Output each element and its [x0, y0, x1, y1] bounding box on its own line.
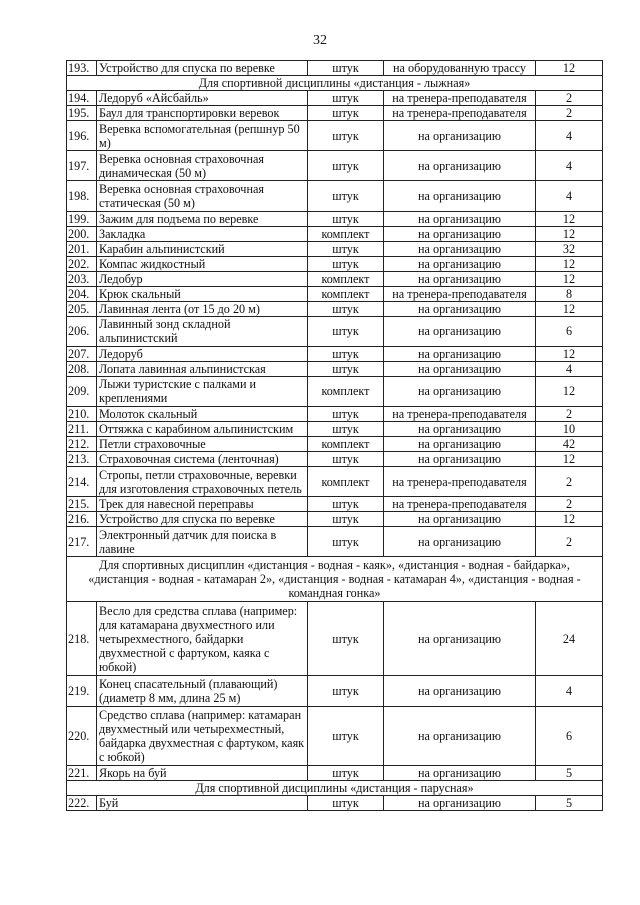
row-number: 207. — [67, 346, 97, 361]
quantity: 6 — [536, 706, 603, 765]
unit-of-measure: комплект — [308, 466, 384, 496]
row-number: 218. — [67, 602, 97, 676]
quantity: 4 — [536, 151, 603, 181]
unit-of-measure: штук — [308, 301, 384, 316]
calculation-basis: на организацию — [384, 151, 536, 181]
unit-of-measure: комплект — [308, 286, 384, 301]
calculation-basis: на тренера-преподавателя — [384, 286, 536, 301]
calculation-basis: на организацию — [384, 512, 536, 527]
item-name: Баул для транспортировки веревок — [97, 106, 308, 121]
item-name: Страховочная система (ленточная) — [97, 451, 308, 466]
row-number: 212. — [67, 436, 97, 451]
unit-of-measure: штук — [308, 451, 384, 466]
item-name: Зажим для подъема по веревке — [97, 211, 308, 226]
item-name: Ледоруб «Айсбайль» — [97, 91, 308, 106]
quantity: 12 — [536, 451, 603, 466]
row-number: 219. — [67, 676, 97, 706]
table-row — [67, 346, 603, 361]
row-number: 220. — [67, 706, 97, 765]
item-name: Ледобур — [97, 271, 308, 286]
row-number: 198. — [67, 181, 97, 211]
unit-of-measure: штук — [308, 406, 384, 421]
table-row — [67, 406, 603, 421]
table-row — [67, 241, 603, 256]
unit-of-measure: комплект — [308, 271, 384, 286]
quantity: 12 — [536, 61, 603, 76]
calculation-basis: на организацию — [384, 436, 536, 451]
section-header-row — [67, 76, 603, 91]
calculation-basis: на организацию — [384, 316, 536, 346]
table-row — [67, 286, 603, 301]
quantity: 12 — [536, 271, 603, 286]
quantity: 6 — [536, 316, 603, 346]
unit-of-measure: штук — [308, 421, 384, 436]
table-row — [67, 361, 603, 376]
unit-of-measure: штук — [308, 497, 384, 512]
table-row — [67, 527, 603, 557]
quantity: 42 — [536, 436, 603, 451]
row-number: 194. — [67, 91, 97, 106]
calculation-basis: на тренера-преподавателя — [384, 91, 536, 106]
calculation-basis: на организацию — [384, 527, 536, 557]
item-name: Лопата лавинная альпинистская — [97, 361, 308, 376]
table-row — [67, 61, 603, 76]
calculation-basis: на организацию — [384, 376, 536, 406]
calculation-basis: на организацию — [384, 765, 536, 780]
table-row — [67, 121, 603, 151]
quantity: 12 — [536, 226, 603, 241]
item-name: Ледоруб — [97, 346, 308, 361]
table-row — [67, 436, 603, 451]
row-number: 206. — [67, 316, 97, 346]
item-name: Буй — [97, 795, 308, 810]
unit-of-measure: штук — [308, 256, 384, 271]
quantity: 2 — [536, 406, 603, 421]
item-name: Устройство для спуска по веревке — [97, 61, 308, 76]
calculation-basis: на организацию — [384, 301, 536, 316]
row-number: 203. — [67, 271, 97, 286]
quantity: 12 — [536, 211, 603, 226]
calculation-basis: на организацию — [384, 421, 536, 436]
row-number: 209. — [67, 376, 97, 406]
quantity: 10 — [536, 421, 603, 436]
table-row — [67, 421, 603, 436]
calculation-basis: на оборудованную трассу — [384, 61, 536, 76]
item-name: Веревка основная страховочная статическая (50 м) — [97, 181, 308, 211]
unit-of-measure: комплект — [308, 376, 384, 406]
unit-of-measure: штук — [308, 527, 384, 557]
row-number: 193. — [67, 61, 97, 76]
item-name: Закладка — [97, 226, 308, 241]
row-number: 213. — [67, 451, 97, 466]
item-name: Электронный датчик для поиска в лавине — [97, 527, 308, 557]
calculation-basis: на организацию — [384, 211, 536, 226]
table-row — [67, 181, 603, 211]
row-number: 216. — [67, 512, 97, 527]
quantity: 4 — [536, 676, 603, 706]
row-number: 199. — [67, 211, 97, 226]
item-name: Лыжи туристские с палками и креплениями — [97, 376, 308, 406]
quantity: 4 — [536, 181, 603, 211]
table-row — [67, 211, 603, 226]
item-name: Веревка вспомогательная (репшнур 50 м) — [97, 121, 308, 151]
table-row — [67, 256, 603, 271]
unit-of-measure: штук — [308, 602, 384, 676]
section-header-row — [67, 780, 603, 795]
item-name: Трек для навесной переправы — [97, 497, 308, 512]
section-title: Для спортивной дисциплины «дистанция - лыжная» — [67, 76, 603, 91]
unit-of-measure: штук — [308, 706, 384, 765]
row-number: 201. — [67, 241, 97, 256]
table-row — [67, 706, 603, 765]
item-name: Весло для средства сплава (например: для катамарана двухместного или четырехместного, байдарки двухместной с фартуком, каяка с юбкой) — [97, 602, 308, 676]
quantity: 2 — [536, 497, 603, 512]
table-row — [67, 106, 603, 121]
quantity: 2 — [536, 106, 603, 121]
quantity: 4 — [536, 121, 603, 151]
calculation-basis: на организацию — [384, 795, 536, 810]
unit-of-measure: штук — [308, 795, 384, 810]
unit-of-measure: штук — [308, 512, 384, 527]
section-title: Для спортивной дисциплины «дистанция - парусная» — [67, 780, 603, 795]
calculation-basis: на организацию — [384, 121, 536, 151]
table-row — [67, 466, 603, 496]
equipment-table — [66, 60, 603, 811]
unit-of-measure: штук — [308, 106, 384, 121]
table-row — [67, 765, 603, 780]
row-number: 215. — [67, 497, 97, 512]
calculation-basis: на тренера-преподавателя — [384, 106, 536, 121]
table-row — [67, 676, 603, 706]
unit-of-measure: комплект — [308, 226, 384, 241]
calculation-basis: на организацию — [384, 602, 536, 676]
unit-of-measure: комплект — [308, 436, 384, 451]
row-number: 211. — [67, 421, 97, 436]
quantity: 2 — [536, 91, 603, 106]
unit-of-measure: штук — [308, 61, 384, 76]
item-name: Карабин альпинистский — [97, 241, 308, 256]
row-number: 197. — [67, 151, 97, 181]
row-number: 208. — [67, 361, 97, 376]
calculation-basis: на организацию — [384, 346, 536, 361]
item-name: Лавинный зонд складной альпинистский — [97, 316, 308, 346]
table-row — [67, 376, 603, 406]
calculation-basis: на организацию — [384, 706, 536, 765]
unit-of-measure: штук — [308, 151, 384, 181]
row-number: 205. — [67, 301, 97, 316]
calculation-basis: на организацию — [384, 676, 536, 706]
item-name: Оттяжка с карабином альпинистским — [97, 421, 308, 436]
quantity: 12 — [536, 256, 603, 271]
unit-of-measure: штук — [308, 316, 384, 346]
unit-of-measure: штук — [308, 181, 384, 211]
row-number: 204. — [67, 286, 97, 301]
table-row — [67, 301, 603, 316]
item-name: Крюк скальный — [97, 286, 308, 301]
table-row — [67, 316, 603, 346]
calculation-basis: на организацию — [384, 451, 536, 466]
unit-of-measure: штук — [308, 211, 384, 226]
table-row — [67, 497, 603, 512]
quantity: 24 — [536, 602, 603, 676]
table-row — [67, 451, 603, 466]
row-number: 221. — [67, 765, 97, 780]
page-number: 32 — [313, 33, 327, 48]
calculation-basis: на организацию — [384, 256, 536, 271]
table-row — [67, 512, 603, 527]
quantity: 2 — [536, 527, 603, 557]
quantity: 2 — [536, 466, 603, 496]
quantity: 32 — [536, 241, 603, 256]
table-row — [67, 795, 603, 810]
row-number: 222. — [67, 795, 97, 810]
item-name: Молоток скальный — [97, 406, 308, 421]
section-title: Для спортивных дисциплин «дистанция - водная - каяк», «дистанция - водная - байдарка», «дистанция - водная - катамаран 2», «дистанция - водная - катамаран 4», «дистанция - водная - командная гонка» — [67, 557, 603, 602]
row-number: 214. — [67, 466, 97, 496]
unit-of-measure: штук — [308, 676, 384, 706]
unit-of-measure: штук — [308, 121, 384, 151]
quantity: 5 — [536, 765, 603, 780]
calculation-basis: на тренера-преподавателя — [384, 497, 536, 512]
item-name: Веревка основная страховочная динамическая (50 м) — [97, 151, 308, 181]
row-number: 200. — [67, 226, 97, 241]
calculation-basis: на организацию — [384, 226, 536, 241]
item-name: Лавинная лента (от 15 до 20 м) — [97, 301, 308, 316]
table-row — [67, 151, 603, 181]
quantity: 12 — [536, 376, 603, 406]
calculation-basis: на тренера-преподавателя — [384, 466, 536, 496]
calculation-basis: на организацию — [384, 181, 536, 211]
unit-of-measure: штук — [308, 346, 384, 361]
table-row — [67, 226, 603, 241]
quantity: 12 — [536, 512, 603, 527]
unit-of-measure: штук — [308, 241, 384, 256]
item-name: Устройство для спуска по веревке — [97, 512, 308, 527]
item-name: Стропы, петли страховочные, веревки для изготовления страховочных петель — [97, 466, 308, 496]
calculation-basis: на организацию — [384, 361, 536, 376]
table-row — [67, 91, 603, 106]
quantity: 12 — [536, 346, 603, 361]
table-row — [67, 602, 603, 676]
row-number: 210. — [67, 406, 97, 421]
unit-of-measure: штук — [308, 91, 384, 106]
unit-of-measure: штук — [308, 361, 384, 376]
calculation-basis: на организацию — [384, 241, 536, 256]
item-name: Компас жидкостный — [97, 256, 308, 271]
quantity: 12 — [536, 301, 603, 316]
quantity: 5 — [536, 795, 603, 810]
item-name: Петли страховочные — [97, 436, 308, 451]
item-name: Якорь на буй — [97, 765, 308, 780]
quantity: 8 — [536, 286, 603, 301]
section-header-row — [67, 557, 603, 602]
calculation-basis: на организацию — [384, 271, 536, 286]
unit-of-measure: штук — [308, 765, 384, 780]
item-name: Конец спасательный (плавающий) (диаметр 8 мм, длина 25 м) — [97, 676, 308, 706]
row-number: 217. — [67, 527, 97, 557]
item-name: Средство сплава (например: катамаран двухместный или четырехместный, байдарка двухместная с фартуком, каяк с юбкой) — [97, 706, 308, 765]
row-number: 202. — [67, 256, 97, 271]
row-number: 195. — [67, 106, 97, 121]
table-row — [67, 271, 603, 286]
row-number: 196. — [67, 121, 97, 151]
quantity: 4 — [536, 361, 603, 376]
calculation-basis: на тренера-преподавателя — [384, 406, 536, 421]
